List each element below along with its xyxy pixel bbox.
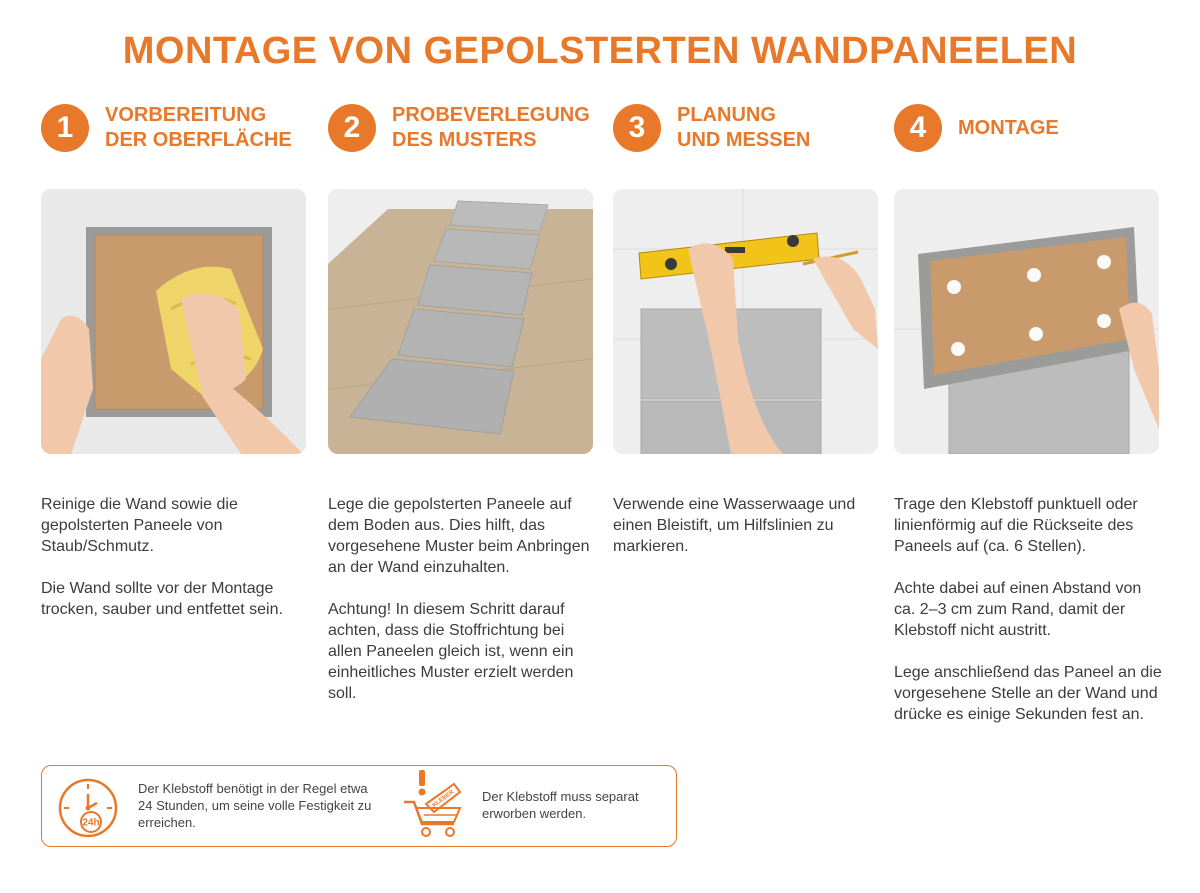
step-3-title: PLANUNG UND MESSEN xyxy=(677,104,811,151)
step-2-photo xyxy=(328,189,593,454)
drying-time-note: Der Klebstoff benötigt in der Regel etwa 24 Stunden, um seine volle Festigkeit zu erreichen. xyxy=(138,781,372,830)
step-4-title: MONTAGE xyxy=(958,116,1059,139)
step-4-description xyxy=(894,494,1164,746)
step-1-header xyxy=(41,102,292,154)
step-3-paragraph: Verwende eine Wasserwaage und einen Bleistift, um Hilfslinien zu markieren. xyxy=(613,496,856,555)
page-title: MONTAGE VON GEPOLSTERTEN WANDPANEELEN xyxy=(122,30,1078,72)
step-4-photo xyxy=(894,189,1159,454)
step-2-description xyxy=(328,494,593,725)
step-1-paragraph: Reinige die Wand sowie die gepolsterten Paneele von Staub/Schmutz. xyxy=(41,496,238,555)
step-1-paragraph: Die Wand sollte vor der Montage trocken, sauber und entfettet sein. xyxy=(41,580,283,618)
step-2-paragraph: Lege die gepolsterten Paneele auf dem Boden aus. Dies hilft, das vorgesehene Muster beim Anbringen an der Wand einzuhalten. xyxy=(328,496,590,576)
step-1-photo xyxy=(41,189,306,454)
purchase-note: Der Klebstoff muss separat erworben werden. xyxy=(482,789,639,821)
step-2-title: PROBEVERLEGUNG DES MUSTERS xyxy=(392,104,590,151)
step-1-title: VORBEREITUNG DER OBERFLÄCHE xyxy=(105,104,292,151)
step-2-number: 2 xyxy=(328,104,376,152)
step-4-paragraph: Achte dabei auf einen Abstand von ca. 2–3 cm zum Rand, damit der Klebstoff nicht austritt. xyxy=(894,580,1142,639)
step-1-number: 1 xyxy=(41,104,89,152)
step-4-paragraph: Trage den Klebstoff punktuell oder linienförmig auf die Rückseite des Paneels auf (ca. 6 Stellen). xyxy=(894,496,1138,555)
step-4-number: 4 xyxy=(894,104,942,152)
step-2-header xyxy=(328,102,590,154)
glue-tube-label: KLEBER xyxy=(431,789,456,809)
clock-icon xyxy=(56,776,120,840)
shopping-cart-icon xyxy=(402,778,468,842)
step-3-header xyxy=(613,102,810,154)
step-3-description xyxy=(613,494,878,578)
step-4-header xyxy=(894,102,1059,154)
step-1-description xyxy=(41,494,311,641)
clock-label: 24h xyxy=(82,817,100,829)
step-3-photo xyxy=(613,189,878,454)
info-box xyxy=(41,765,677,847)
step-3-number: 3 xyxy=(613,104,661,152)
step-4-paragraph: Lege anschließend das Paneel an die vorgesehene Stelle an der Wand und drücke es einige Sekunden fest an. xyxy=(894,664,1162,723)
step-2-paragraph: Achtung! In diesem Schritt darauf achten, dass die Stoffrichtung bei allen Paneelen gleich ist, wenn ein einheitliches Muster erzielt werden soll. xyxy=(328,601,574,702)
